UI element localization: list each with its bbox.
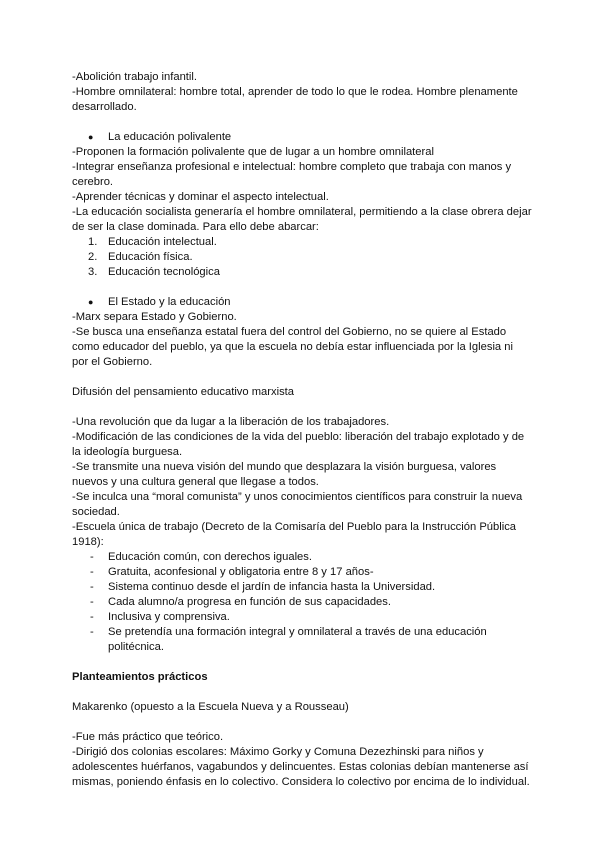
paragraph-line: -Escuela única de trabajo (Decreto de la Comisaría del Pueblo para la Instrucción Pública 1918): — [72, 521, 517, 548]
paragraph-line: -Marx separa Estado y Gobierno. — [72, 311, 237, 323]
numbered-item: 2. Educación física. — [88, 251, 193, 263]
paragraph-line: -Se transmite una nueva visión del mundo que desplazara la visión burguesa, valores nuevos y una cultura general que llegase a todos. — [72, 461, 497, 488]
numbered-item: 1. Educación intelectual. — [88, 236, 217, 248]
bullet-list-polivalente — [72, 130, 532, 145]
paragraph-line: -Dirigió dos colonias escolares: Máximo Gorky y Comuna Dezezhinski para niños y adolescentes huérfanos, vagabundos y delincuentes. Estas colonias debían mantenerse así mismas, poniendo énfasis en lo colectivo. Considera lo colectivo por encima de lo individual. — [72, 746, 530, 788]
dash-item: - Cada alumno/a progresa en función de sus capacidades. — [90, 596, 391, 608]
paragraph-line: -Una revolución que da lugar a la liberación de los trabajadores. — [72, 416, 390, 428]
dash-item: - Sistema continuo desde el jardín de infancia hasta la Universidad. — [90, 581, 436, 593]
paragraph-line: -Modificación de las condiciones de la vida del pueblo: liberación del trabajo explotado y de la ideología burguesa. — [72, 431, 525, 458]
paragraph-hombre-omnilateral: -Hombre omnilateral: hombre total, aprender de todo lo que le rodea. Hombre plenamente desarrollado. — [72, 86, 518, 113]
paragraph-line: -Fue más práctico que teórico. — [72, 731, 224, 743]
paragraph-line: -Se inculca una “moral comunista” y unos conocimientos científicos para construir la nueva sociedad. — [72, 491, 523, 518]
document-page — [72, 70, 532, 790]
bullet-item: ● La educación polivalente — [88, 131, 232, 143]
dash-item: - Inclusiva y comprensiva. — [90, 611, 230, 623]
dash-item: - Educación común, con derechos iguales. — [90, 551, 312, 563]
bullet-item: ● El Estado y la educación — [88, 296, 231, 308]
dash-item: - Se pretendía una formación integral y omnilateral a través de una educación politécnica. — [90, 626, 487, 653]
section-heading: Difusión del pensamiento educativo marxista — [72, 386, 295, 398]
section-heading-bold: Planteamientos prácticos — [72, 671, 208, 683]
numbered-item: 3. Educación tecnológica — [88, 266, 220, 278]
bullet-icon: ● — [88, 297, 94, 307]
paragraph-line: -La educación socialista generaría el hombre omnilateral, permitiendo a la clase obrera dejar de ser la clase dominada. Para ello debe abarcar: — [72, 206, 532, 233]
paragraph-line: -Se busca una enseñanza estatal fuera del control del Gobierno, no se quiere al Estado como educador del pueblo, ya que la escuela no debía estar influenciada por la Iglesia ni por el Gobierno. — [72, 326, 513, 368]
paragraph-line: -Proponen la formación polivalente que de lugar a un hombre omnilateral — [72, 146, 434, 158]
paragraph-abolicion: -Abolición trabajo infantil. — [72, 71, 197, 83]
paragraph-line: -Aprender técnicas y dominar el aspecto intelectual. — [72, 191, 329, 203]
subheading: Makarenko (opuesto a la Escuela Nueva y a Rousseau) — [72, 701, 349, 713]
bullet-list-estado — [72, 295, 532, 310]
dash-list — [72, 550, 532, 655]
dash-item: - Gratuita, aconfesional y obligatoria entre 8 y 17 años- — [90, 566, 374, 578]
paragraph-line: -Integrar enseñanza profesional e intelectual: hombre completo que trabaja con manos y cerebro. — [72, 161, 512, 188]
bullet-icon: ● — [88, 132, 94, 142]
numbered-list — [72, 235, 532, 280]
